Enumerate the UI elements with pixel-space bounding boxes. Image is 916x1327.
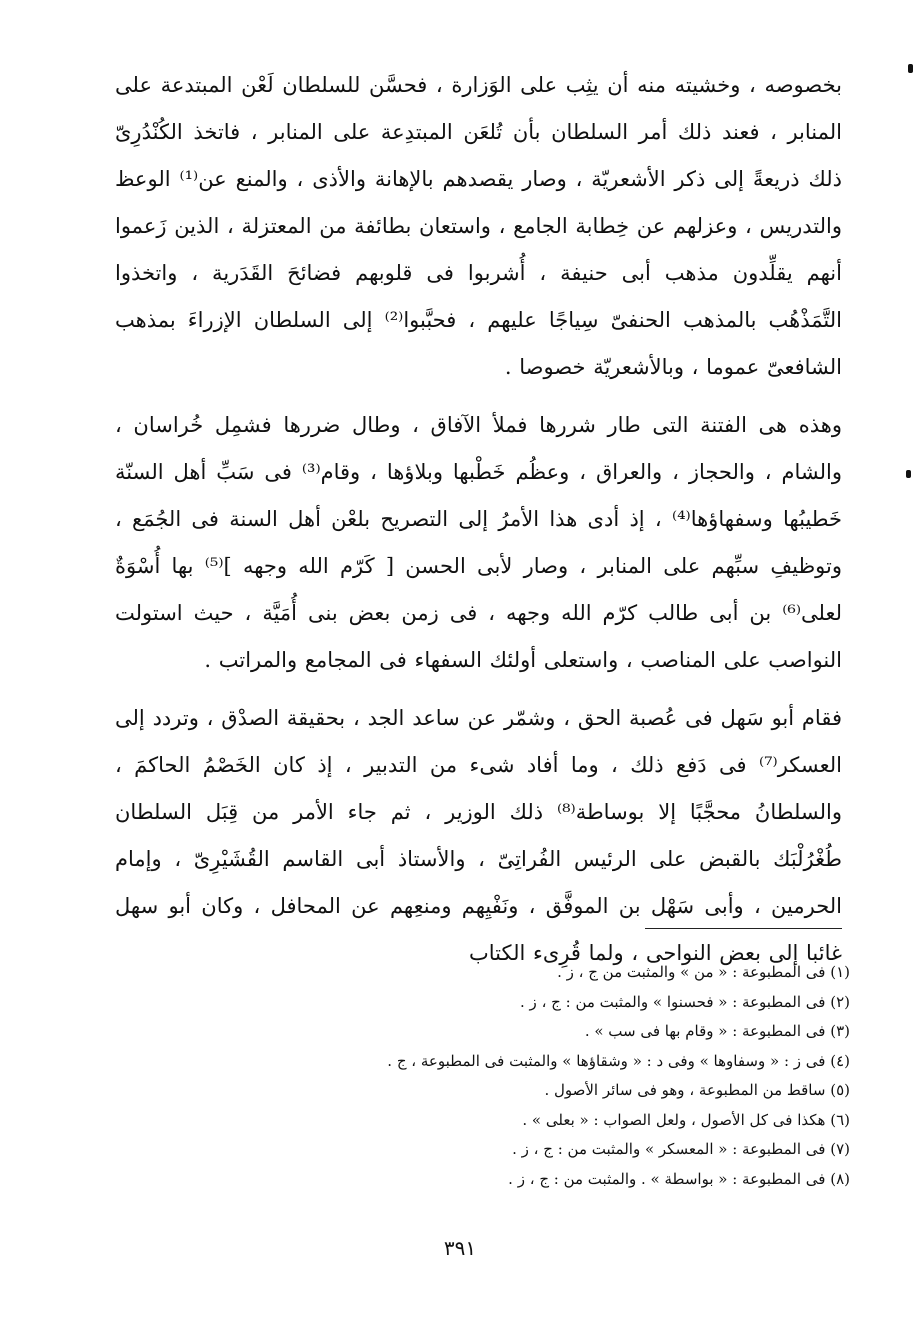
footnote-divider — [645, 928, 842, 929]
footnotes — [250, 958, 850, 1194]
scan-margin-mark — [908, 64, 913, 73]
paragraph-1: بخصوصه ، وخشيته منه أن يثِب على الوَزارة ، فحسَّن للسلطان لَعْن المبتدعة على المنابر ، فعند ذلك أمر السلطان بأن تُلعَن المبتدِعة على المنابر ، فاتخذ الكُنْدُرِىّ ذلك ذريعةً إلى ذكر الأشعريّة ، وصار يقصدهم بالإهانة والأذى ، والمنع عن⁽¹⁾ الوعظ والتدريس ، وعزلهم عن خِطابة الجامع ، واستعان بطائفة من المعتزلة ، الذين زَعموا أنهم يقلِّدون مذهب أبى حنيفة ، أُشربوا فى قلوبهم فضائحَ القَدَرية ، واتخذوا التَّمَذْهُب بالمذهب الحنفىّ سِياجًا عليهم ، فحبَّبوا⁽²⁾ إلى السلطان الإزراءَ بمذهب الشافعىّ عموما ، وبالأشعريّة خصوصا . — [115, 73, 842, 379]
footnote-3: (٣) فى المطبوعة : « وقام بها فى سب » . — [584, 1022, 850, 1040]
footnote-8: (٨) فى المطبوعة : « بواسطة » . والمثبت من : ج ، ز . — [508, 1169, 850, 1188]
paragraph-2: وهذه هى الفتنة التى طار شررها فملأ الآفاق ، وطال ضررها فشمِل خُراسان ، والشام ، والحجاز ، والعراق ، وعظُم خَطْبها وبلاؤها ، وقام⁽³⁾ فى سَبِّ أهل السنّة خَطيبُها وسفهاؤها⁽⁴⁾ ، إذ أدى هذا الأمرُ إلى التصريح بلعْن أهل السنة فى الجُمَع ، وتوظيفِ سبِّهم على المنابر ، وصار لأبى الحسن [ كَرّم الله وجهه ]⁽⁵⁾ بها أُسْوَةٌ لعلى⁽⁶⁾ بن أبى طالب كرّم الله وجهه ، فى زمن بعض بنى أُمَيَّة ، حيث استولت النواصب على المناصب ، واستعلى أولئك السفهاء فى المجامع والمراتب . — [115, 413, 843, 672]
footnote-1: (١) فى المطبوعة : « من » والمثبت من ج ، ز . — [557, 963, 850, 981]
scan-margin-mark — [906, 470, 911, 478]
footnote-7: (٧) فى المطبوعة : « المعسكر » والمثبت من : ج ، ز . — [512, 1140, 850, 1158]
footnote-4: (٤) فى ز : « وسفاوها » وفى د : « وشقاؤها » والمثبت فى المطبوعة ، ج . — [387, 1051, 850, 1070]
footnote-5: (٥) ساقط من المطبوعة ، وهو فى سائر الأصول . — [544, 1081, 850, 1099]
page-number: ٣٩١ — [443, 1236, 477, 1260]
main-text — [115, 62, 842, 977]
paragraph-3: فقام أبو سَهل فى عُصبة الحق ، وشمّر عن ساعد الجد ، بحقيقة الصدْق ، وتردد إلى العسكر⁽⁷⁾ فى دَفع ذلك ، وما أفاد شىء من التدبير ، إذ كان الخَصْمُ الحاكمَ ، والسلطانُ محجَّبًا إلا بوساطة⁽⁸⁾ ذلك الوزير ، ثم جاء الأمر من قِبَل السلطان طُغْرُلْبَك بالقبض على الرئيس الفُراتِىّ ، والأستاذ أبى القاسم القُشَيْرِىّ ، وإمام الحرمين ، وأبى سَهْل بن الموفَّق ، ونَفْيِهم ومنعِهم عن المحافل ، وكان أبو سهل غائبا إلى بعض النواحى ، ولما قُرِىء الكتاب — [115, 706, 843, 965]
footnote-6: (٦) هكذا فى كل الأصول ، ولعل الصواب : « بعلى » . — [522, 1110, 850, 1129]
footnote-2: (٢) فى المطبوعة : « فحسنوا » والمثبت من : ج ، ز . — [520, 992, 850, 1011]
